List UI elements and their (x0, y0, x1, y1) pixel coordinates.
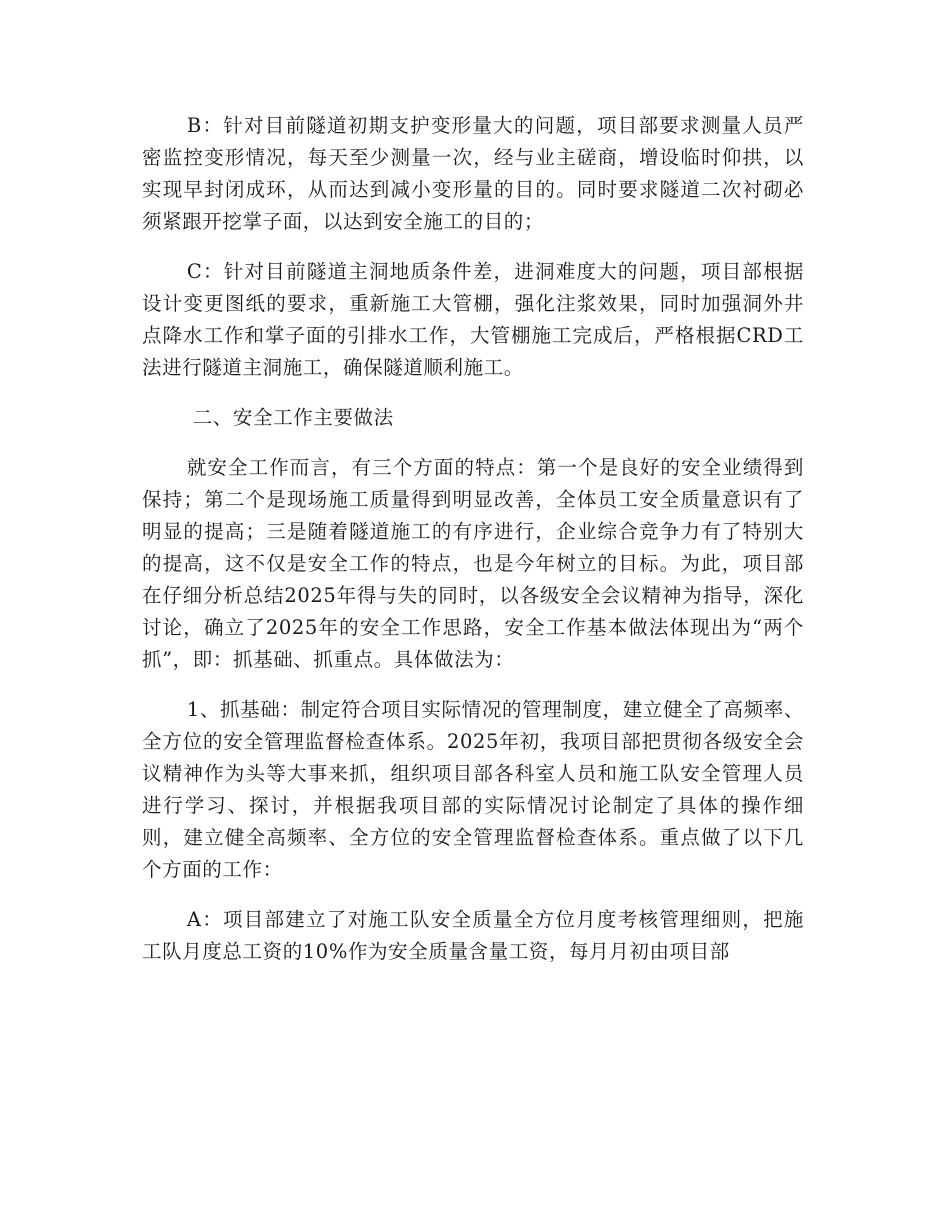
paragraph-c-main-tunnel: C：针对目前隧道主洞地质条件差，进洞难度大的问题，项目部根据设计变更图纸的要求，重新施工大管棚，强化注浆效果，同时加强洞外井点降水工作和掌子面的引排水工作，大管棚施工完成后，严格根据CRD工法进行隧道主洞施工，确保隧道顺利施工。 (142, 260, 804, 379)
section-heading-safety-methods: 二、安全工作主要做法 (192, 406, 394, 429)
paragraph-a-assessment-rules: A：项目部建立了对施工队安全质量全方位月度考核管理细则，把施工队月度总工资的10%作为安全质量含量工资，每月月初由项目部 (142, 908, 804, 963)
document-body (142, 110, 804, 986)
paragraph-b-tunnel-support: B：针对目前隧道初期支护变形量大的问题，项目部要求测量人员严密监控变形情况，每天至少测量一次，经与业主磋商，增设临时仰拱，以实现早封闭成环，从而达到减小变形量的目的。同时要求隧道二次衬砌必须紧跟开挖掌子面，以达到安全施工的目的； (142, 114, 804, 233)
paragraph-grasp-foundation: 1、抓基础：制定符合项目实际情况的管理制度，建立健全了高频率、全方位的安全管理监督检查体系。2025年初，我项目部把贯彻各级安全会议精神作为头等大事来抓，组织项目部各科室人员和施工队安全管理人员进行学习、探讨，并根据我项目部的实际情况讨论制定了具体的操作细则，建立健全高频率、全方位的安全管理监督检查体系。重点做了以下几个方面的工作： (142, 698, 804, 881)
paragraph-safety-characteristics: 就安全工作而言，有三个方面的特点：第一个是良好的安全业绩得到保持；第二个是现场施工质量得到明显改善，全体员工安全质量意识有了明显的提高；三是随着隧道施工的有序进行，企业综合竞争力有了特别大的提高，这不仅是安全工作的特点，也是今年树立的目标。为此，项目部在仔细分析总结2025年得与失的同时，以各级安全会议精神为指导，深化讨论，确立了2025年的安全工作思路，安全工作基本做法体现出为“两个抓”，即：抓基础、抓重点。具体做法为： (142, 456, 804, 671)
